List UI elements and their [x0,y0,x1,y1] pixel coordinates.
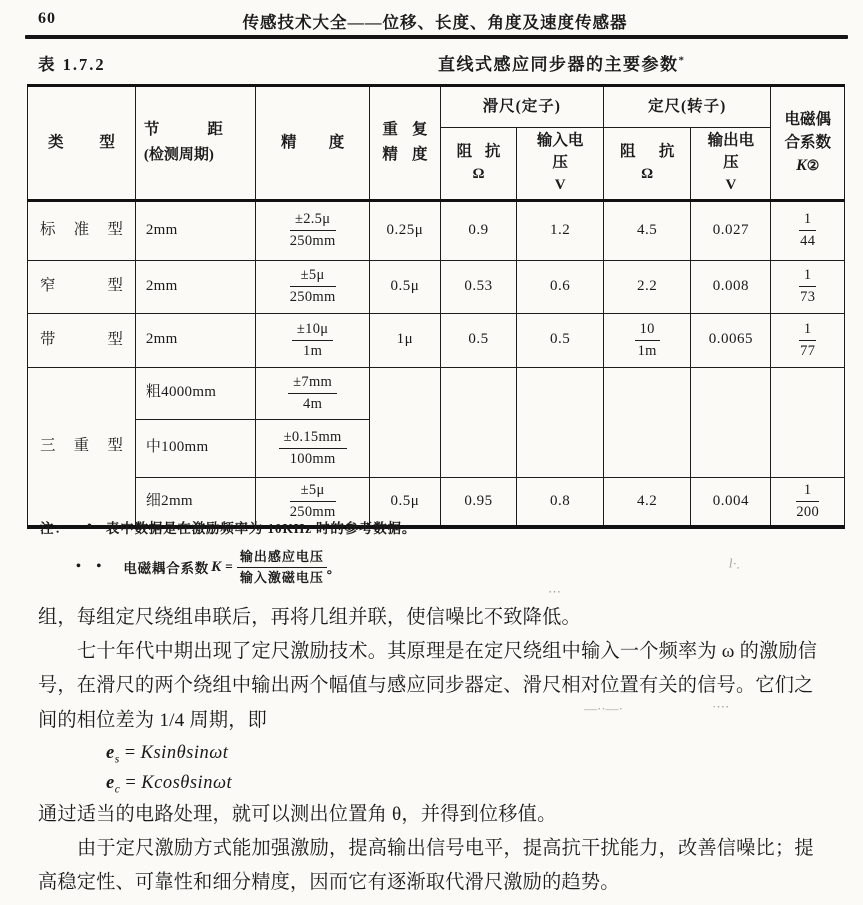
scan-artifact: l·. [728,555,742,572]
slider-impedance-cell: 0.9 [440,200,517,260]
col-header-pitch [135,86,255,201]
page-header [25,7,845,33]
accuracy-fraction [279,428,347,469]
coupling-cell [771,260,845,313]
coupling-fraction [799,210,817,251]
pitch-cell: 2mm [135,200,255,260]
type-cell: 标 准 型 [28,200,136,260]
output-voltage-label: 输出电压 [707,132,755,172]
formula-variable: e [106,742,115,763]
empty-cell [517,367,604,477]
input-voltage-cell: 1.2 [517,200,604,260]
formula-es [38,738,844,768]
coupling-header-line1: 电磁偶 [784,110,831,128]
empty-cell [440,367,517,477]
body-text [38,601,844,900]
col-header-type: 类 型 [28,86,136,201]
coupling-fraction [799,266,817,307]
scan-artifact: ·⋯ [712,699,730,714]
coupling-fraction [799,320,817,361]
fraction-denominator: 1m [637,342,657,359]
group-header-scale: 定尺(转子) [603,86,770,128]
formula-expression: Ksinθsinωt [140,742,229,763]
formula-ec [38,768,844,798]
impedance-label: 阻 抗 [619,143,675,161]
col-header-repeatability [370,86,440,201]
accuracy-cell [255,367,369,419]
fraction-numerator: 1 [799,266,817,287]
fraction-numerator: 10 [635,320,660,341]
input-voltage-cell: 0.5 [517,313,604,367]
table-notes [40,517,416,586]
paragraph-line: 七十年代中期出现了定尺激励技术。其原理是在定尺绕组中输入一个频率为 ω 的激励信 [77,641,818,663]
paragraph-line: 组，每组定尺绕组串联后，再将几组并联，使信噪比不致降低。 [38,607,581,628]
note2-equals: = [225,559,233,575]
scan-artifact: —··—· [584,701,623,716]
table-row-band [28,313,845,367]
header-row-group [28,86,845,128]
pitch-header-line2: (检测周期) [143,147,214,164]
formula-expression: Kcosθsinωt [141,772,233,793]
impedance-label: 阻 抗 [456,143,501,161]
repeatability-cell: 0.5μ [370,477,440,527]
subheader-input-voltage [517,128,604,201]
scale-impedance-cell [603,313,690,367]
fraction-denominator: 77 [800,342,816,359]
impedance-unit: Ω [641,165,654,182]
accuracy-fraction [290,210,336,251]
fraction-numerator: ±10μ [292,320,333,341]
scale-impedance-cell: 4.2 [603,477,690,527]
table-row-narrow [28,260,845,313]
accuracy-cell [255,200,369,260]
fraction-denominator: 250mm [289,503,336,520]
paragraph-line: 高稳定性、可靠性和细分精度，因而它有逐渐取代滑尺激励的趋势。 [38,872,620,894]
formula-variable: e [106,772,115,793]
repeatability-cell: 1μ [370,313,440,367]
accuracy-fraction [290,481,336,522]
output-voltage-cell: 0.0065 [691,313,771,367]
header-rule [25,35,848,39]
fraction-numerator: 1 [799,210,817,231]
empty-cell [771,367,845,477]
coupling-header-symbol [775,154,840,178]
pitch-cell: 中100mm [135,419,255,477]
output-voltage-cell: 0.027 [691,200,771,260]
coupling-header-line2: 合系数 [784,133,831,151]
scale-impedance-cell: 2.2 [603,260,690,313]
repeatability-cell: 0.5μ [370,260,440,313]
paragraph-line: 号，在滑尺的两个绕组中输出两个幅值与感应同步器定、滑尺相对位置有关的信号。它们之 [38,675,814,697]
coupling-note-mark: ② [806,159,820,175]
voltage-unit: V [554,176,566,193]
fraction-denominator: 100mm [289,450,336,467]
coupling-k-var: K [796,157,807,175]
table-caption-label: 表 1.7.2 [38,55,106,74]
scale-impedance-cell: 4.5 [603,200,690,260]
pitch-header-line1: 节 距 [143,120,223,138]
empty-cell [603,367,690,477]
voltage-unit: V [725,176,737,193]
coupling-fraction [796,481,819,522]
fraction-numerator: ±7mm [288,373,337,394]
table-row-standard [28,200,845,260]
slider-impedance-cell: 0.95 [440,477,517,527]
type-cell: 带 型 [28,313,136,367]
slider-impedance-cell: 0.5 [440,313,517,367]
table-row-triple-coarse [28,367,845,419]
note2-bullet-icon: • • [76,559,108,575]
paragraph-line: 由于定尺激励方式能加强激励，提高输出信号电平，提高抗干扰能力，改善信噪比；提 [77,838,814,860]
pitch-cell: 2mm [135,313,255,367]
empty-cell [691,367,771,477]
slider-impedance-cell: 0.53 [440,260,517,313]
fraction-numerator: ±0.15mm [279,428,347,449]
output-voltage-cell: 0.008 [691,260,771,313]
note-2 [76,548,416,586]
pitch-cell: 粗4000mm [135,367,255,419]
input-voltage-cell: 0.6 [517,260,604,313]
subheader-slider-impedance [440,128,517,201]
note1-text: 表中数据是在激励频率为 10KHz 时的参考数据。 [105,521,417,536]
fraction-numerator: 输出感应电压 [237,548,327,568]
note-1 [40,517,416,537]
impedance-unit: Ω [472,165,485,182]
fraction-numerator: 1 [796,481,819,502]
subheader-scale-impedance [603,128,690,201]
caption-title-text: 直线式感应同步器的主要参数 [438,55,679,74]
output-voltage-cell: 0.004 [691,477,771,527]
coupling-cell [771,200,845,260]
formula-subscript: c [114,783,121,796]
note2-period: 。 [326,561,341,577]
formula-equals: = [125,772,137,793]
note2-prefix: 电磁耦合系数 [123,561,210,577]
accuracy-cell [255,419,369,477]
repeat-header-line1: 重 复 [382,121,428,139]
note2-k-var: K [211,558,222,575]
accuracy-fraction [290,266,336,307]
accuracy-fraction [288,373,337,414]
fraction-denominator: 输入激磁电压 [239,569,324,585]
notes-label: 注： [40,521,69,536]
coupling-cell [771,313,845,367]
empty-cell [370,367,440,477]
repeat-header-line2: 精 度 [382,145,428,163]
page-number: 60 [38,10,56,27]
accuracy-cell [255,260,369,313]
running-title: 传感技术大全——位移、长度、角度及速度传感器 [242,13,628,32]
col-header-accuracy: 精 度 [255,86,369,201]
pitch-cell: 细2mm [135,477,255,527]
formula-equals: = [124,742,136,763]
fraction-denominator: 250mm [289,233,336,250]
input-voltage-cell: 0.8 [517,477,604,527]
type-cell: 窄 型 [28,260,136,313]
group-header-slider: 滑尺(定子) [440,86,603,128]
pitch-cell: 2mm [135,260,255,313]
fraction-denominator: 73 [800,289,816,306]
accuracy-fraction [292,320,333,361]
parameters-table [27,84,845,529]
paragraph-line: 通过适当的电路处理，就可以测出位置角 θ，并得到位移值。 [38,803,557,825]
fraction-denominator: 200 [796,503,820,520]
input-voltage-label: 输入电压 [536,132,584,172]
coupling-cell [771,477,845,527]
fraction-denominator: 250mm [289,289,336,306]
fraction-denominator: 4m [303,395,323,412]
accuracy-cell [255,313,369,367]
fraction-numerator: ±5μ [290,481,336,502]
table-caption-title [438,50,686,75]
fraction-numerator: ±5μ [290,266,336,287]
scan-artifact: ⋯ [548,584,561,599]
col-header-coupling [771,86,845,201]
repeatability-cell: 0.25μ [370,200,440,260]
caption-footnote-marker: * [678,54,686,67]
fraction-denominator: 44 [800,233,816,250]
paragraph-line: 间的相位差为 1/4 周期，即 [38,709,267,731]
subheader-output-voltage [691,128,771,201]
formula-subscript: s [114,753,120,766]
type-cell: 三 重 型 [28,367,136,527]
note2-fraction [237,548,327,586]
fraction-numerator: ±2.5μ [290,210,336,231]
impedance-fraction [635,320,660,361]
note1-bullet-icon: • [87,519,92,534]
fraction-numerator: 1 [799,320,817,341]
fraction-denominator: 1m [303,342,323,359]
